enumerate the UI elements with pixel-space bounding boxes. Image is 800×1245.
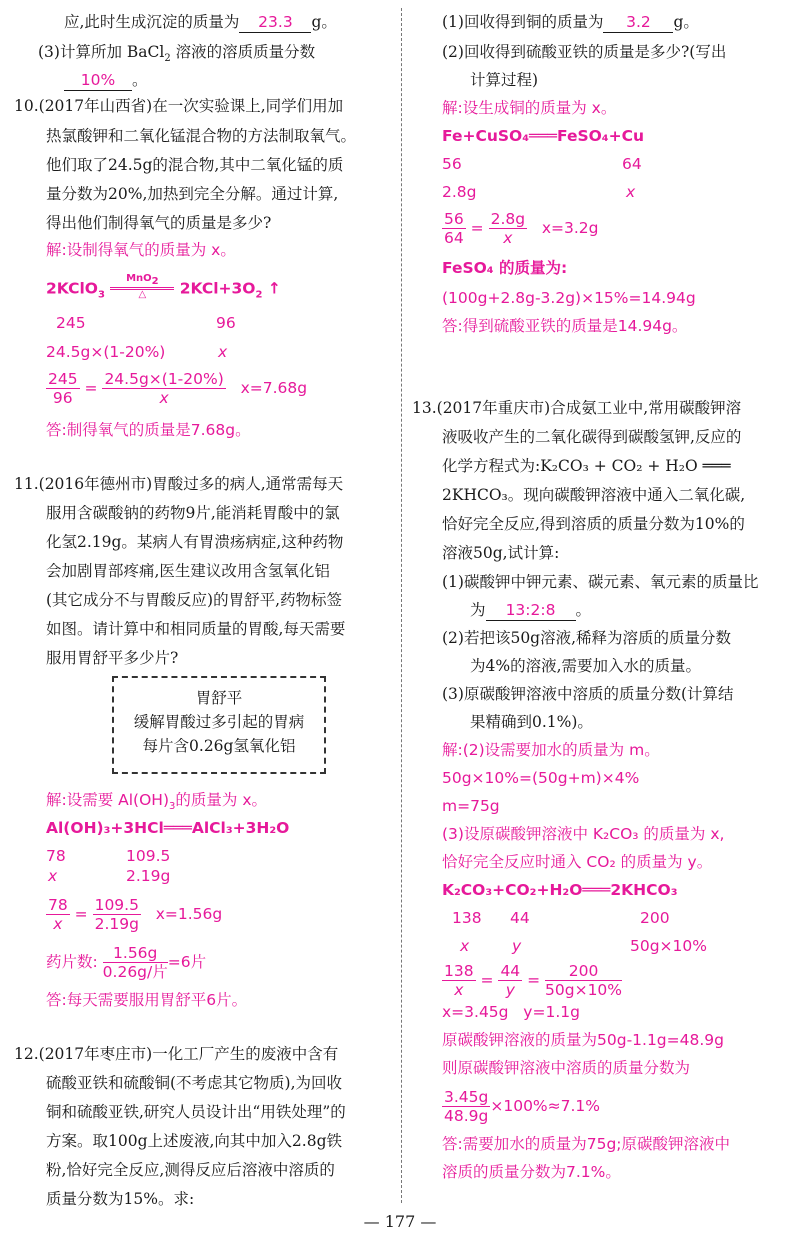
s12-intro: 解:设生成铜的质量为 x。 xyxy=(442,99,617,117)
q9-3-answer: 10% 。 xyxy=(64,70,148,91)
q12-line-4: 方案。取100g上述废液,向其中加入2.8g铁 xyxy=(46,1132,343,1150)
q12-2-line-1: (2)回收得到硫酸亚铁的质量是多少?(写出 xyxy=(442,43,727,61)
q13-2-line-2: 为4%的溶液,需要加入水的质量。 xyxy=(470,657,702,675)
drug-name: 胃舒平 xyxy=(195,689,243,707)
s13-mass: 原碳酸钾溶液的质量为50g-1.1g=48.9g xyxy=(442,1031,724,1049)
s11-equation: Al(OH)₃+3HCl═══AlCl₃+3H₂O xyxy=(46,819,290,837)
answer-blank: 3.2 xyxy=(603,12,673,33)
s12-feso4: FeSO₄ 的质量为: xyxy=(442,259,568,277)
q12-2-line-2: 计算过程) xyxy=(470,71,539,89)
s13-percent: $\frac{3.45g}{48.9g}$ ×100%≈7.1% xyxy=(444,1088,601,1125)
q13-3-line-1: (3)原碳酸钾溶液中溶质的质量分数(计算结 xyxy=(442,685,734,703)
q10-line-5: 得出他们制得氧气的质量是多少? xyxy=(46,214,272,232)
q13-line-6: 溶液50g,试计算: xyxy=(442,544,560,562)
drug-usage: 缓解胃酸过多引起的胃病 xyxy=(133,713,305,731)
q10-line-3: 他们取了24.5g的混合物,其中二氧化锰的质 xyxy=(46,156,344,174)
s13-result: x=3.45g y=1.1g xyxy=(442,1003,580,1021)
s10-intro: 解:设制得氧气的质量为 x。 xyxy=(46,241,236,259)
q13-line-3: 化学方程式为:K₂CO₃ + CO₂ + H₂O ═══ xyxy=(442,457,731,475)
s12-fraction: $\frac{56}{64}$ = $\frac{2.8g}{x}$ x=3.2g xyxy=(444,210,599,247)
s11-answer: 答:每天需要服用胃舒平6片。 xyxy=(46,991,248,1009)
s11-intro: 解:设需要 $Al(OH)_3$的质量为 x。 xyxy=(46,791,267,813)
drug-label-box xyxy=(112,676,326,774)
s11-fraction: $\frac{78}{x}$ = $\frac{109.5}{2.19g}$ x=1.56g xyxy=(48,896,223,933)
q13-2-line-1: (2)若把该50g溶液,稀释为溶质的质量分数 xyxy=(442,629,732,647)
q13-line-2: 液吸收产生的二氧化碳得到碳酸氢钾,反应的 xyxy=(442,428,742,446)
q12-line-6: 质量分数为15%。求: xyxy=(46,1190,195,1208)
q13-1-line-1: (1)碳酸钾中钾元素、碳元素、氧元素的质量比 xyxy=(442,573,759,591)
s13-equation: K₂CO₃+CO₂+H₂O═══2KHCO₃ xyxy=(442,881,678,899)
s13-answer-1: 答:需要加水的质量为75g;原碳酸钾溶液中 xyxy=(442,1135,731,1153)
s10-equation: 2KClO$_3$ MnO$_2$ △ $2KCl+3O_2$ ↑ xyxy=(46,273,281,301)
reaction-arrow: MnO$_2$ △ xyxy=(110,274,174,300)
answer-blank: 13:2:8 xyxy=(486,600,576,621)
q11-line-2: 服用含碳酸钠的药物9片,能消耗胃酸中的氯 xyxy=(46,504,340,522)
s13-frac-intro: 则原碳酸钾溶液中溶质的质量分数为 xyxy=(442,1059,691,1077)
q10-line-4: 量分数为20%,加热到完全分解。通过计算, xyxy=(46,185,339,203)
q13-1-line-2: 为 13:2:8 。 xyxy=(470,601,592,619)
q13-line-4: 2KHCO₃。现向碳酸钾溶液中通入二氧化碳, xyxy=(442,486,746,504)
s13-part2: 解:(2)设需要加水的质量为 m。 xyxy=(442,741,660,759)
q12-line-2: 硫酸亚铁和硫酸铜(不考虑其它物质),为回收 xyxy=(46,1074,343,1092)
q13-line-1: 13.(2017年重庆市)合成氨工业中,常用碳酸钾溶 xyxy=(412,399,742,417)
q12-line-3: 铜和硫酸亚铁,研究人员设计出“用铁处理”的 xyxy=(46,1103,346,1121)
q11-line-4: 会加剧胃部疼痛,医生建议改用含氢氧化铝 xyxy=(46,562,330,580)
s10-fraction: $\frac{245}{96}$ = $\frac{24.5g\times(1-20\%)}{x}$ x=7.68g xyxy=(48,370,308,407)
q11-line-5: (其它成分不与胃酸反应)的胃舒平,药物标签 xyxy=(46,591,343,609)
drug-content: 每片含0.26g氢氧化铝 xyxy=(142,737,296,755)
q11-line-3: 化氢2.19g。某病人有胃溃疡病症,这种药物 xyxy=(46,533,344,551)
q10-line-1: 10.(2017年山西省)在一次实验课上,同学们用加 xyxy=(14,97,344,115)
s13-answer-2: 溶质的质量分数为7.1%。 xyxy=(442,1163,621,1181)
q12-line-5: 粉,恰好完全反应,测得反应后溶液中溶质的 xyxy=(46,1161,335,1179)
page-number: — 177 — xyxy=(363,1212,437,1231)
s13-part3-a: (3)设原碳酸钾溶液中 K₂CO₃ 的质量为 x, xyxy=(442,825,725,843)
q9-3: (3)计算所加 BaCl$_2$ 溶液的溶质质量分数 xyxy=(38,43,316,65)
s11-pills: 药片数: 1.56g 0.26g/片 =6片 xyxy=(46,944,207,981)
s12-answer: 答:得到硫酸亚铁的质量是14.94g。 xyxy=(442,317,688,335)
answer-blank: 23.3 xyxy=(239,12,311,33)
s12-equation: Fe+CuSO₄═══FeSO₄+Cu xyxy=(442,127,644,145)
q12-1: (1)回收得到铜的质量为 3.2 g。 xyxy=(442,13,699,31)
answer-blank: 10% xyxy=(64,70,132,91)
q11-line-7: 服用胃舒平多少片? xyxy=(46,649,179,667)
s13-fraction: $\frac{138}{x}$ = $\frac{44}{y}$ = $\frac{200}{50g\times 10\%}$ xyxy=(444,962,623,999)
s10-answer: 答:制得氧气的质量是7.68g。 xyxy=(46,421,251,439)
q12-line-1: 12.(2017年枣庄市)一化工厂产生的废液中含有 xyxy=(14,1045,339,1063)
q11-line-1: 11.(2016年德州市)胃酸过多的病人,通常需每天 xyxy=(14,475,344,493)
q11-line-6: 如图。请计算中和相同质量的胃酸,每天需要 xyxy=(46,620,346,638)
s12-calc: (100g+2.8g-3.2g)×15%=14.94g xyxy=(442,289,696,307)
column-divider xyxy=(401,8,402,1203)
q10-line-2: 热氯酸钾和二氧化锰混合物的方法制取氧气。 xyxy=(46,127,357,145)
q9-line: 应,此时生成沉淀的质量为 23.3 g。 xyxy=(64,13,337,31)
q13-line-5: 恰好完全反应,得到溶质的质量分数为10%的 xyxy=(442,515,745,533)
s13-part3-b: 恰好完全反应时通入 CO₂ 的质量为 y。 xyxy=(442,853,713,871)
q13-3-line-2: 果精确到0.1%)。 xyxy=(470,713,593,731)
